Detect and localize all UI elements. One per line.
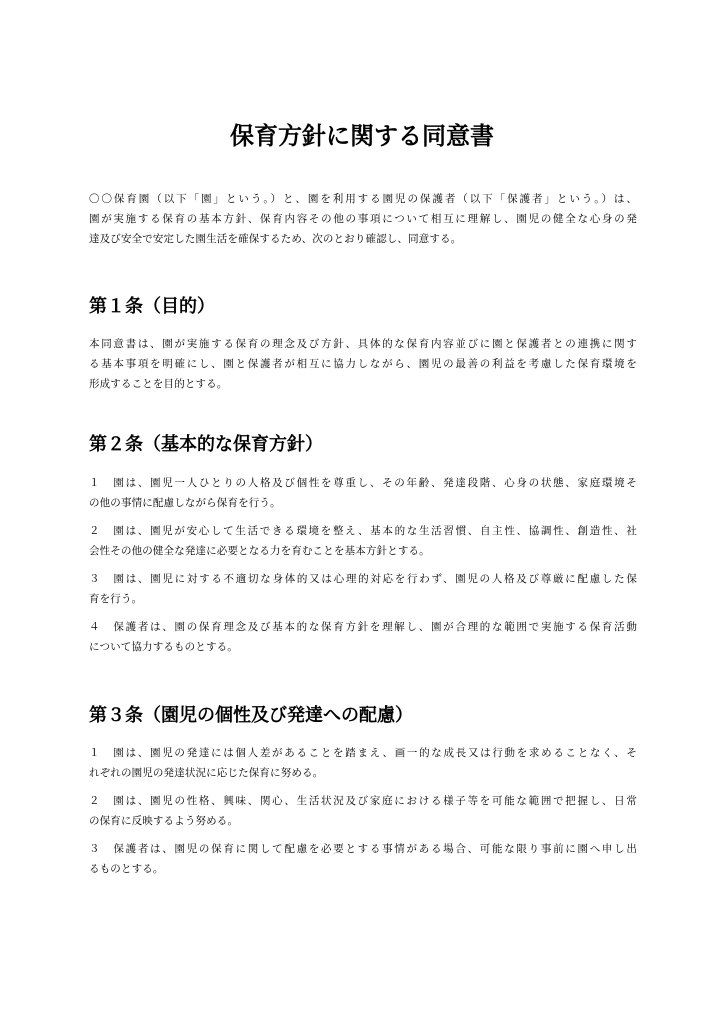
paragraph-line: るものとする。 <box>89 863 164 875</box>
article-2-paragraph-1 <box>89 473 637 513</box>
article-3-paragraph-3 <box>89 839 637 879</box>
preamble-paragraph <box>89 189 637 249</box>
paragraph-line: の保育に反映するよう努める。 <box>89 815 239 827</box>
article-3-paragraph-2 <box>89 791 637 831</box>
paragraph-line: １ 園は、園児一人ひとりの人格及び個性を尊重し、その年齢、発達段階、心身の状態、家庭環境そ <box>89 477 637 489</box>
article-1-paragraph-1 <box>89 334 637 394</box>
paragraph-line: 本同意書は、園が実施する保育の理念及び方針、具体的な保育内容並びに園と保護者との連携に関す <box>89 338 637 350</box>
article-1-heading: 第１条（目的） <box>89 296 215 317</box>
document-title: 保育方針に関する同意書 <box>230 122 494 150</box>
paragraph-line: 育を行う。 <box>89 593 143 605</box>
article-2-paragraph-4 <box>89 617 637 657</box>
paragraph-line: について協力するものとする。 <box>89 641 238 653</box>
paragraph-line: ２ 園は、園児の性格、興味、関心、生活状況及び家庭における様子等を可能な範囲で把握し、日常 <box>89 795 637 807</box>
paragraph-line: れぞれの園児の発達状況に応じた保育に努める。 <box>89 767 324 779</box>
paragraph-line: １ 園は、園児の発達には個人差があることを踏まえ、画一的な成長又は行動を求めることなく、そ <box>89 747 637 759</box>
paragraph-line: 会性その他の健全な発達に必要となる力を育むことを基本方針とする。 <box>89 545 430 557</box>
paragraph-line: の他の事情に配慮しながら保育を行う。 <box>89 497 281 509</box>
paragraph-line: ３ 保護者は、園児の保育に関して配慮を必要とする事情がある場合、可能な限り事前に園へ申し出 <box>89 843 637 855</box>
paragraph-line: る基本事項を明確にし、園と保護者が相互に協力しながら、園児の最善の利益を考慮した保育環境を <box>89 358 637 370</box>
article-3-heading: 第３条（園児の個性及び発達への配慮） <box>89 705 413 726</box>
paragraph-line: ４ 保護者は、園の保育理念及び基本的な保育方針を理解し、園が合理的な範囲で実施する保育活動 <box>89 621 637 633</box>
paragraph-line: ３ 園は、園児に対する不適切な身体的又は心理的対応を行わず、園児の人格及び尊厳に配慮した保 <box>89 573 637 585</box>
article-2-paragraph-3 <box>89 569 637 609</box>
preamble-line: 園が実施する保育の基本方針、保育内容その他の事項について相互に理解し、園児の健全な心身の発 <box>89 213 637 225</box>
paragraph-line: ２ 園は、園児が安心して生活できる環境を整え、基本的な生活習慣、自主性、協調性、創造性、社 <box>89 525 637 537</box>
article-2-paragraph-2 <box>89 521 637 561</box>
paragraph-line: 形成することを目的とする。 <box>89 378 228 390</box>
article-2-heading: 第２条（基本的な保育方針） <box>89 434 323 455</box>
preamble-line: 達及び安全で安定した園生活を確保するため、次のとおり確認し、同意する。 <box>89 233 462 245</box>
preamble-line: 〇〇保育園（以下「園」という。）と、園を利用する園児の保護者（以下「保護者」という。）は、 <box>89 193 637 205</box>
article-3-paragraph-1 <box>89 743 637 783</box>
